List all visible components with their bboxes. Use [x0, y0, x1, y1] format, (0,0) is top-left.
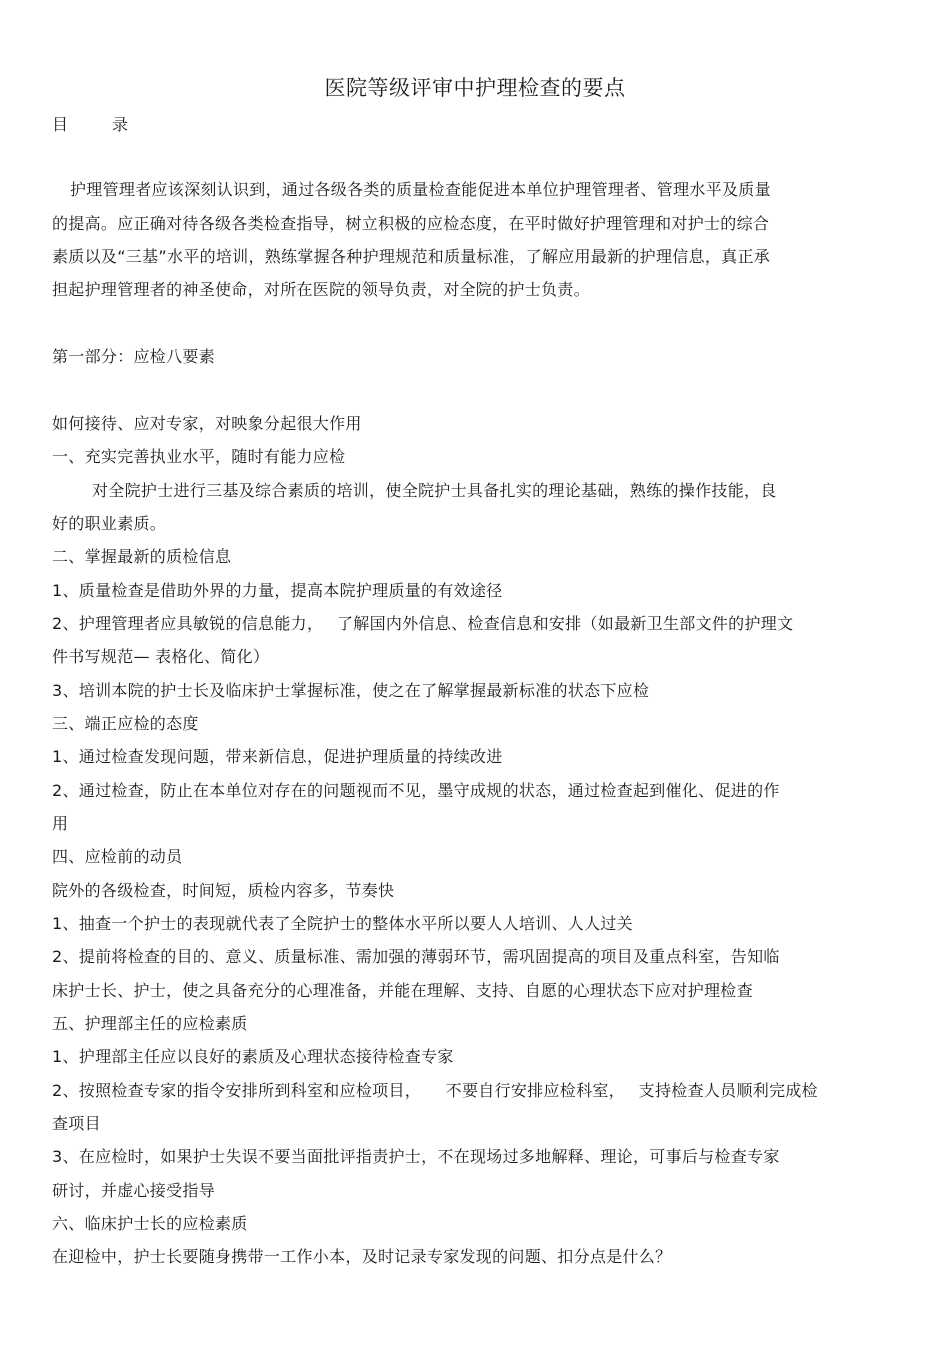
list-item: 1、通过检查发现问题，带来新信息，促进护理质量的持续改进 — [52, 747, 503, 766]
list-item-continuation: 件书写规范— 表格化、简化） — [52, 647, 270, 666]
list-item: 1、抽查一个护士的表现就代表了全院护士的整体水平所以要人人培训、人人过关 — [52, 914, 633, 933]
section-heading: 三、端正应检的态度 — [52, 714, 199, 733]
list-item: 2、通过检查，防止在本单位对存在的问题视而不见，墨守成规的状态，通过检查起到催化、促进的作 — [52, 781, 780, 800]
list-item: 2、按照检查专家的指令安排所到科室和应检项目， 不要自行安排应检科室， 支持检查人员顺利完成检 — [52, 1081, 818, 1100]
intro-line: 素质以及“三基”水平的培训，熟练掌握各种护理规范和质量标准，了解应用最新的护理信息，真正承 — [52, 247, 771, 266]
toc-char-left: 目 — [52, 115, 69, 134]
section-heading: 四、应检前的动员 — [52, 847, 183, 866]
section-heading: 一、充实完善执业水平，随时有能力应检 — [52, 447, 346, 466]
section-heading: 五、护理部主任的应检素质 — [52, 1014, 248, 1033]
paragraph-line: 院外的各级检查，时间短，质检内容多，节奏快 — [52, 881, 395, 900]
intro-line: 担起护理管理者的神圣使命，对所在医院的领导负责，对全院的护士负责。 — [52, 280, 590, 299]
paragraph-line: 在迎检中，护士长要随身携带一工作小本，及时记录专家发现的问题、扣分点是什么？ — [52, 1247, 672, 1266]
toc-char-right: 录 — [112, 115, 129, 134]
list-item: 1、质量检查是借助外界的力量，提高本院护理质量的有效途径 — [52, 581, 503, 600]
paragraph-line: 对全院护士进行三基及综合素质的培训，使全院护士具备扎实的理论基础，熟练的操作技能，良 — [92, 481, 777, 500]
list-item: 2、提前将检查的目的、意义、质量标准、需加强的薄弱环节，需巩固提高的项目及重点科室，告知临 — [52, 947, 780, 966]
list-item-continuation: 查项目 — [52, 1114, 101, 1133]
table-of-contents-heading — [52, 114, 128, 136]
list-item: 3、在应检时，如果护士失误不要当面批评指责护士，不在现场过多地解释、理论，可事后与检查专家 — [52, 1147, 780, 1166]
part-heading: 第一部分：应检八要素 — [52, 347, 216, 366]
list-item: 2、护理管理者应具敏锐的信息能力， 了解国内外信息、检查信息和安排（如最新卫生部文件的护理文 — [52, 614, 794, 633]
list-item-continuation: 床护士长、护士，使之具备充分的心理准备，并能在理解、支持、自愿的心理状态下应对护理检查 — [52, 981, 753, 1000]
intro-line: 的提高。应正确对待各级各类检查指导，树立积极的应检态度，在平时做好护理管理和对护士的综合 — [52, 214, 770, 233]
intro-line: 护理管理者应该深刻认识到，通过各级各类的质量检查能促进本单位护理管理者、管理水平及质量 — [70, 180, 771, 199]
paragraph-line: 好的职业素质。 — [52, 514, 167, 533]
paragraph-line: 如何接待、应对专家，对映象分起很大作用 — [52, 414, 362, 433]
list-item-continuation: 用 — [52, 814, 69, 833]
section-heading: 二、掌握最新的质检信息 — [52, 547, 232, 566]
list-item: 3、培训本院的护士长及临床护士掌握标准，使之在了解掌握最新标准的状态下应检 — [52, 681, 650, 700]
section-heading: 六、临床护士长的应检素质 — [52, 1214, 248, 1233]
list-item: 1、护理部主任应以良好的素质及心理状态接待检查专家 — [52, 1047, 454, 1066]
document-title: 医院等级评审中护理检查的要点 — [324, 76, 626, 100]
list-item-continuation: 研讨，并虚心接受指导 — [52, 1181, 216, 1200]
